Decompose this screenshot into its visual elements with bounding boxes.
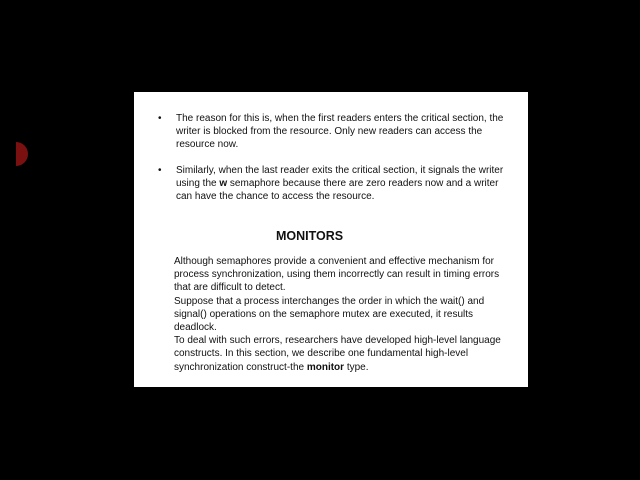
bullet-dot-icon: • — [158, 165, 162, 176]
bullet-list — [158, 112, 510, 216]
paragraph: Although semaphores provide a convenient and effective mechanism for process synchronization, using them incorrectly can result in timing errors that are difficult to detect. — [174, 256, 500, 294]
slide — [134, 92, 528, 387]
bullet-text-pre: Similarly, when the last reader exits the critical section, it signals the writer using the — [176, 165, 504, 189]
bullet-dot-icon: • — [158, 113, 162, 124]
section-heading: MONITORS — [276, 229, 344, 243]
bullet-text-post: semaphore because there are zero readers now and a writer can have the chance to access the resource. — [176, 178, 499, 202]
edge-marker — [16, 142, 30, 166]
bullet-text: The reason for this is, when the first readers enters the critical section, the writer is blocked from the resource. Only new readers can access the resource now. — [176, 113, 504, 150]
bullet-text-bold: w — [219, 178, 228, 189]
bullet-item — [158, 112, 510, 151]
paragraph-text-post: type. — [344, 361, 369, 373]
paragraph-text-bold: monitor — [306, 361, 345, 373]
body-paragraphs — [174, 255, 510, 374]
paragraph: Suppose that a process interchanges the order in which the wait() and signal() operations on the semaphore mutex are executed, it results deadlock. — [174, 295, 485, 334]
bullet-item — [158, 164, 510, 203]
paragraph — [174, 334, 510, 374]
paragraph-text-pre: To deal with such errors, researchers have developed high-level language constructs. In this section, we describe one fundamental high-level synchronization construct-the — [174, 335, 501, 373]
